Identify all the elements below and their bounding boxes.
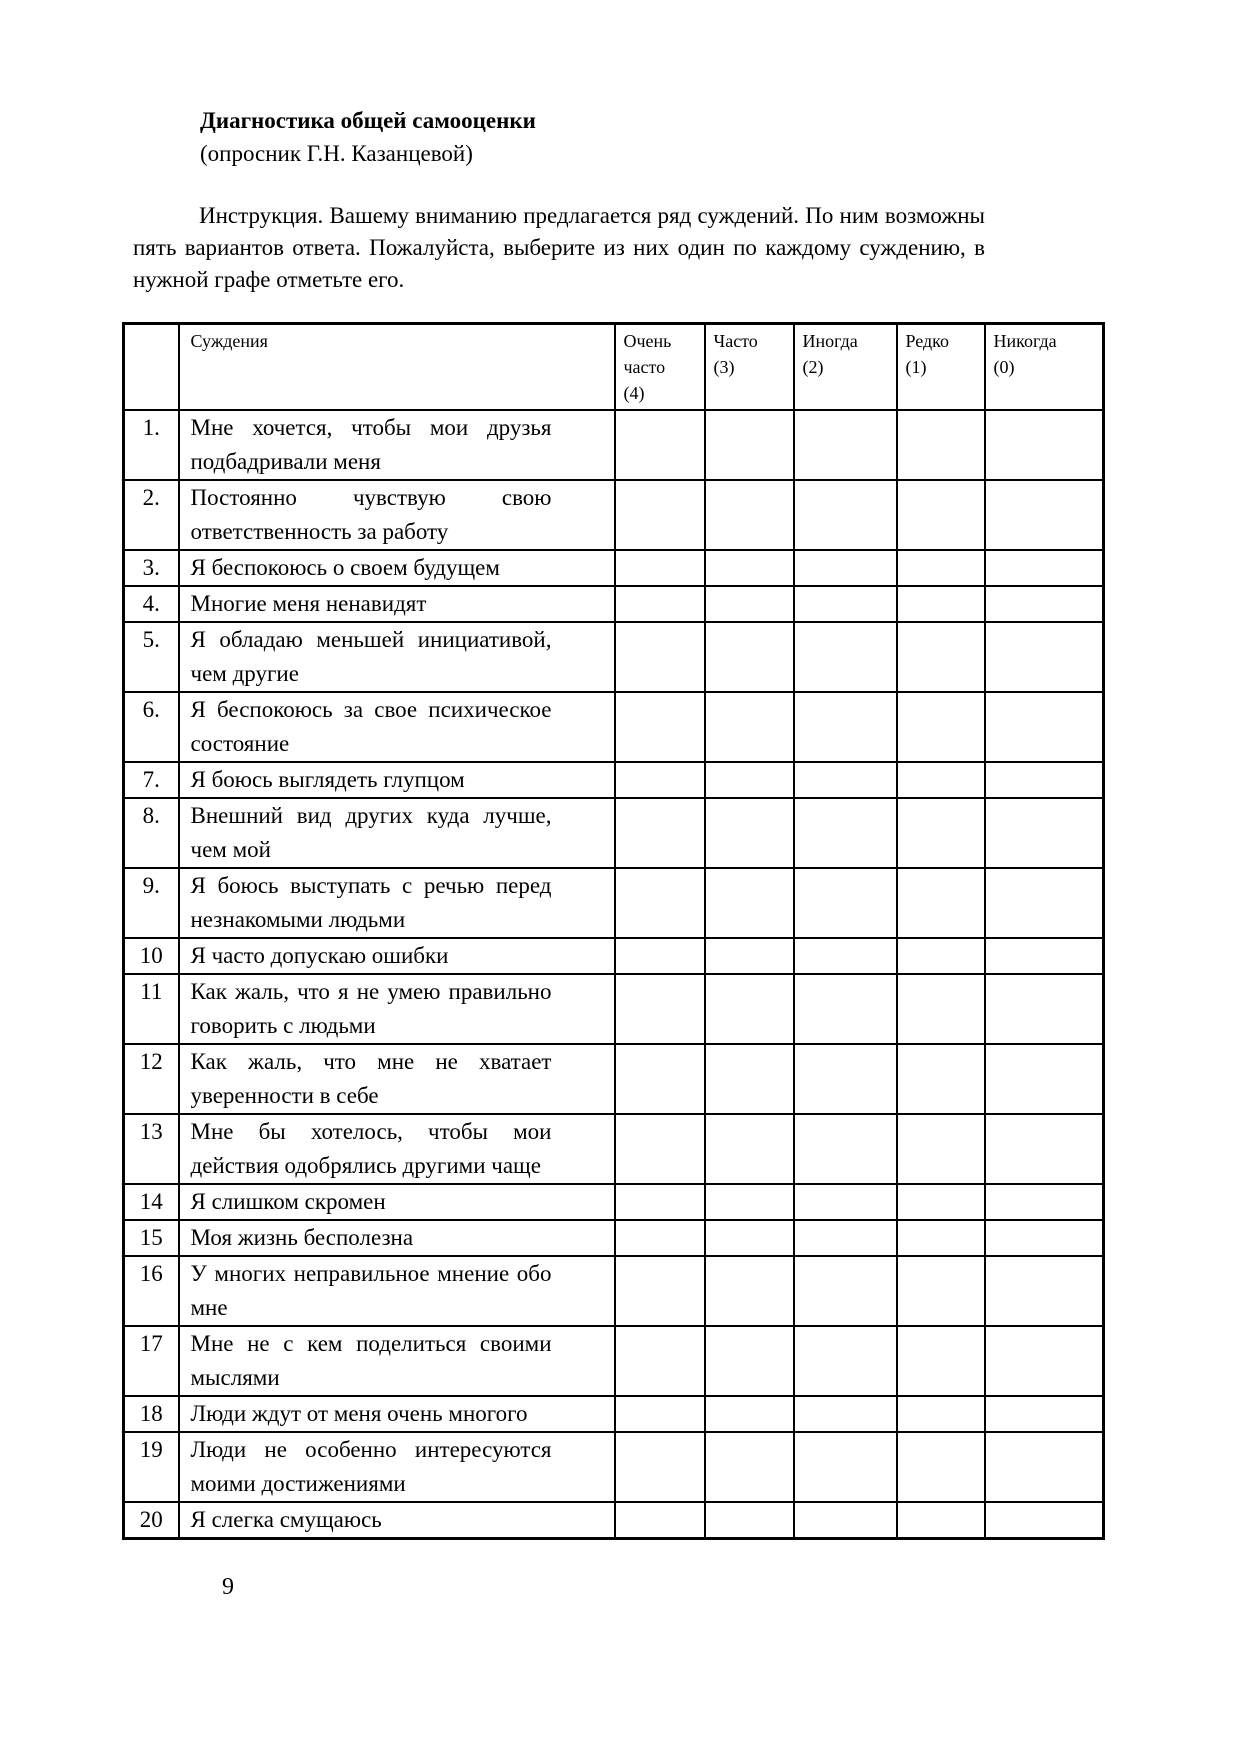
answer-cell <box>985 1326 1104 1396</box>
answer-cell <box>897 798 985 868</box>
table-row <box>124 410 1104 480</box>
answer-cell <box>897 938 985 974</box>
document-title: Диагностика общей самооценки <box>200 108 536 133</box>
answer-cell <box>615 1256 705 1326</box>
answer-cell <box>705 938 794 974</box>
table-row <box>124 480 1104 550</box>
judgment-text: Многие меня ненавидят <box>179 586 615 622</box>
header-never-score: (0) <box>993 357 1015 377</box>
answer-cell <box>794 762 897 798</box>
answer-cell <box>705 480 794 550</box>
answer-cell <box>985 1502 1104 1539</box>
answer-cell <box>705 692 794 762</box>
table-row <box>124 762 1104 798</box>
answer-cell <box>794 1396 897 1432</box>
answer-cell <box>985 1184 1104 1220</box>
answer-cell <box>985 410 1104 480</box>
answer-cell <box>794 480 897 550</box>
answer-cell <box>615 938 705 974</box>
answer-cell <box>794 1432 897 1502</box>
answer-cell <box>794 798 897 868</box>
row-number: 9. <box>124 868 179 938</box>
answer-cell <box>897 1114 985 1184</box>
answer-cell <box>705 1432 794 1502</box>
answer-cell <box>897 692 985 762</box>
answer-cell <box>794 1256 897 1326</box>
answer-cell <box>615 692 705 762</box>
judgment-text: Как жаль, что я не умею правильно говорить с людьми <box>179 974 615 1044</box>
answer-cell <box>705 1256 794 1326</box>
judgment-text: Люди не особенно интересуются моими достижениями <box>179 1432 615 1502</box>
answer-cell <box>794 692 897 762</box>
answer-cell <box>985 586 1104 622</box>
table-row <box>124 868 1104 938</box>
table-row <box>124 550 1104 586</box>
judgment-text: У многих неправильное мнение обо мне <box>179 1256 615 1326</box>
row-number: 19 <box>124 1432 179 1502</box>
answer-cell <box>794 1114 897 1184</box>
judgment-text: Мне бы хотелось, чтобы мои действия одобрялись другими чаще <box>179 1114 615 1184</box>
answer-cell <box>615 1326 705 1396</box>
header-very-often-score: (4) <box>623 383 645 403</box>
row-number: 17 <box>124 1326 179 1396</box>
answer-cell <box>897 974 985 1044</box>
answer-cell <box>985 798 1104 868</box>
answer-cell <box>985 1114 1104 1184</box>
header-rarely-label: Редко <box>905 331 950 351</box>
table-row <box>124 1220 1104 1256</box>
answer-cell <box>985 1256 1104 1326</box>
answer-cell <box>897 1220 985 1256</box>
answer-cell <box>615 586 705 622</box>
judgment-text: Внешний вид других куда лучше, чем мой <box>179 798 615 868</box>
answer-cell <box>615 798 705 868</box>
answer-cell <box>705 586 794 622</box>
answer-cell <box>985 622 1104 692</box>
table-row <box>124 586 1104 622</box>
row-number: 1. <box>124 410 179 480</box>
answer-cell <box>705 622 794 692</box>
questionnaire-table <box>122 322 1105 1540</box>
header-never <box>985 324 1104 410</box>
answer-cell <box>985 1044 1104 1114</box>
judgment-text: Я часто допускаю ошибки <box>179 938 615 974</box>
answer-cell <box>897 1326 985 1396</box>
table-row <box>124 798 1104 868</box>
answer-cell <box>897 868 985 938</box>
row-number: 15 <box>124 1220 179 1256</box>
answer-cell <box>897 480 985 550</box>
table-row <box>124 1044 1104 1114</box>
header-sometimes-label: Иногда <box>802 331 858 351</box>
table-row <box>124 1502 1104 1539</box>
answer-cell <box>794 1220 897 1256</box>
answer-cell <box>615 1432 705 1502</box>
answer-cell <box>985 974 1104 1044</box>
row-number: 8. <box>124 798 179 868</box>
header-sometimes <box>794 324 897 410</box>
answer-cell <box>705 798 794 868</box>
header-very-often-label: Очень часто <box>623 331 672 377</box>
answer-cell <box>897 410 985 480</box>
row-number: 2. <box>124 480 179 550</box>
page-number: 9 <box>222 1573 234 1600</box>
answer-cell <box>615 1044 705 1114</box>
answer-cell <box>897 586 985 622</box>
answer-cell <box>705 762 794 798</box>
answer-cell <box>615 1502 705 1539</box>
header-corner-empty <box>124 324 179 410</box>
answer-cell <box>985 1220 1104 1256</box>
table-row <box>124 1114 1104 1184</box>
answer-cell <box>705 1326 794 1396</box>
judgment-text: Люди ждут от меня очень многого <box>179 1396 615 1432</box>
judgment-text: Я слегка смущаюсь <box>179 1502 615 1539</box>
answer-cell <box>897 1044 985 1114</box>
answer-cell <box>794 938 897 974</box>
judgment-text: Мне не с кем поделиться своими мыслями <box>179 1326 615 1396</box>
judgment-text: Постоянно чувствую свою ответственность за работу <box>179 480 615 550</box>
answer-cell <box>705 1114 794 1184</box>
answer-cell <box>705 550 794 586</box>
table-row <box>124 1396 1104 1432</box>
header-very-often <box>615 324 705 410</box>
answer-cell <box>985 692 1104 762</box>
header-sometimes-score: (2) <box>802 357 824 377</box>
table-row <box>124 692 1104 762</box>
row-number: 4. <box>124 586 179 622</box>
answer-cell <box>897 550 985 586</box>
answer-cell <box>705 1396 794 1432</box>
answer-cell <box>615 1396 705 1432</box>
answer-cell <box>615 762 705 798</box>
answer-cell <box>897 1502 985 1539</box>
answer-cell <box>897 1432 985 1502</box>
row-number: 18 <box>124 1396 179 1432</box>
row-number: 20 <box>124 1502 179 1539</box>
answer-cell <box>985 762 1104 798</box>
judgment-text: Я обладаю меньшей инициативой, чем другие <box>179 622 615 692</box>
table-row <box>124 622 1104 692</box>
row-number: 10 <box>124 938 179 974</box>
header-never-label: Никогда <box>993 331 1057 351</box>
answer-cell <box>794 1326 897 1396</box>
row-number: 5. <box>124 622 179 692</box>
answer-cell <box>985 938 1104 974</box>
row-number: 7. <box>124 762 179 798</box>
answer-cell <box>985 480 1104 550</box>
table-row <box>124 1256 1104 1326</box>
questionnaire-rows <box>124 410 1104 1539</box>
row-number: 3. <box>124 550 179 586</box>
answer-cell <box>705 868 794 938</box>
answer-cell <box>794 550 897 586</box>
answer-cell <box>794 1502 897 1539</box>
row-number: 6. <box>124 692 179 762</box>
row-number: 13 <box>124 1114 179 1184</box>
answer-cell <box>705 974 794 1044</box>
answer-cell <box>615 480 705 550</box>
table-row <box>124 974 1104 1044</box>
header-rarely <box>897 324 985 410</box>
table-row <box>124 938 1104 974</box>
table-row <box>124 1326 1104 1396</box>
header-rarely-score: (1) <box>905 357 927 377</box>
answer-cell <box>705 410 794 480</box>
answer-cell <box>794 410 897 480</box>
header-judgments: Суждения <box>179 324 615 410</box>
judgment-text: Я беспокоюсь о своем будущем <box>179 550 615 586</box>
answer-cell <box>705 1044 794 1114</box>
table-header-row <box>124 324 1104 410</box>
answer-cell <box>897 762 985 798</box>
answer-cell <box>705 1502 794 1539</box>
answer-cell <box>615 410 705 480</box>
table-row <box>124 1184 1104 1220</box>
answer-cell <box>615 622 705 692</box>
answer-cell <box>705 1184 794 1220</box>
document-subtitle: (опросник Г.Н. Казанцевой) <box>200 141 473 166</box>
judgment-text: Я боюсь выглядеть глупцом <box>179 762 615 798</box>
answer-cell <box>794 586 897 622</box>
row-number: 14 <box>124 1184 179 1220</box>
answer-cell <box>705 1220 794 1256</box>
judgment-text: Я слишком скромен <box>179 1184 615 1220</box>
answer-cell <box>615 974 705 1044</box>
document-heading <box>200 104 1240 170</box>
answer-cell <box>897 1256 985 1326</box>
answer-cell <box>985 550 1104 586</box>
answer-cell <box>794 1184 897 1220</box>
answer-cell <box>615 1220 705 1256</box>
judgment-text: Я боюсь выступать с речью перед незнакомыми людьми <box>179 868 615 938</box>
row-number: 16 <box>124 1256 179 1326</box>
header-often-score: (3) <box>713 357 735 377</box>
answer-cell <box>985 1432 1104 1502</box>
answer-cell <box>985 868 1104 938</box>
row-number: 12 <box>124 1044 179 1114</box>
judgment-text: Моя жизнь бесполезна <box>179 1220 615 1256</box>
table-row <box>124 1432 1104 1502</box>
answer-cell <box>794 622 897 692</box>
answer-cell <box>615 868 705 938</box>
judgment-text: Как жаль, что мне не хватает уверенности в себе <box>179 1044 615 1114</box>
judgment-text: Мне хочется, чтобы мои друзья подбадривали меня <box>179 410 615 480</box>
judgment-text: Я беспокоюсь за свое психическое состояние <box>179 692 615 762</box>
row-number: 11 <box>124 974 179 1044</box>
answer-cell <box>794 1044 897 1114</box>
answer-cell <box>615 1184 705 1220</box>
instruction-paragraph: Инструкция. Вашему вниманию предлагается ряд суждений. По ним возможны пять вариантов ответа. Пожалуйста, выберите из них один по каждому суждению, в нужной графе отметьте его. <box>133 203 985 292</box>
header-often <box>705 324 794 410</box>
answer-cell <box>897 1396 985 1432</box>
answer-cell <box>897 1184 985 1220</box>
answer-cell <box>615 1114 705 1184</box>
answer-cell <box>897 622 985 692</box>
answer-cell <box>615 550 705 586</box>
answer-cell <box>794 974 897 1044</box>
answer-cell <box>794 868 897 938</box>
answer-cell <box>985 1396 1104 1432</box>
header-often-label: Часто <box>713 331 758 351</box>
